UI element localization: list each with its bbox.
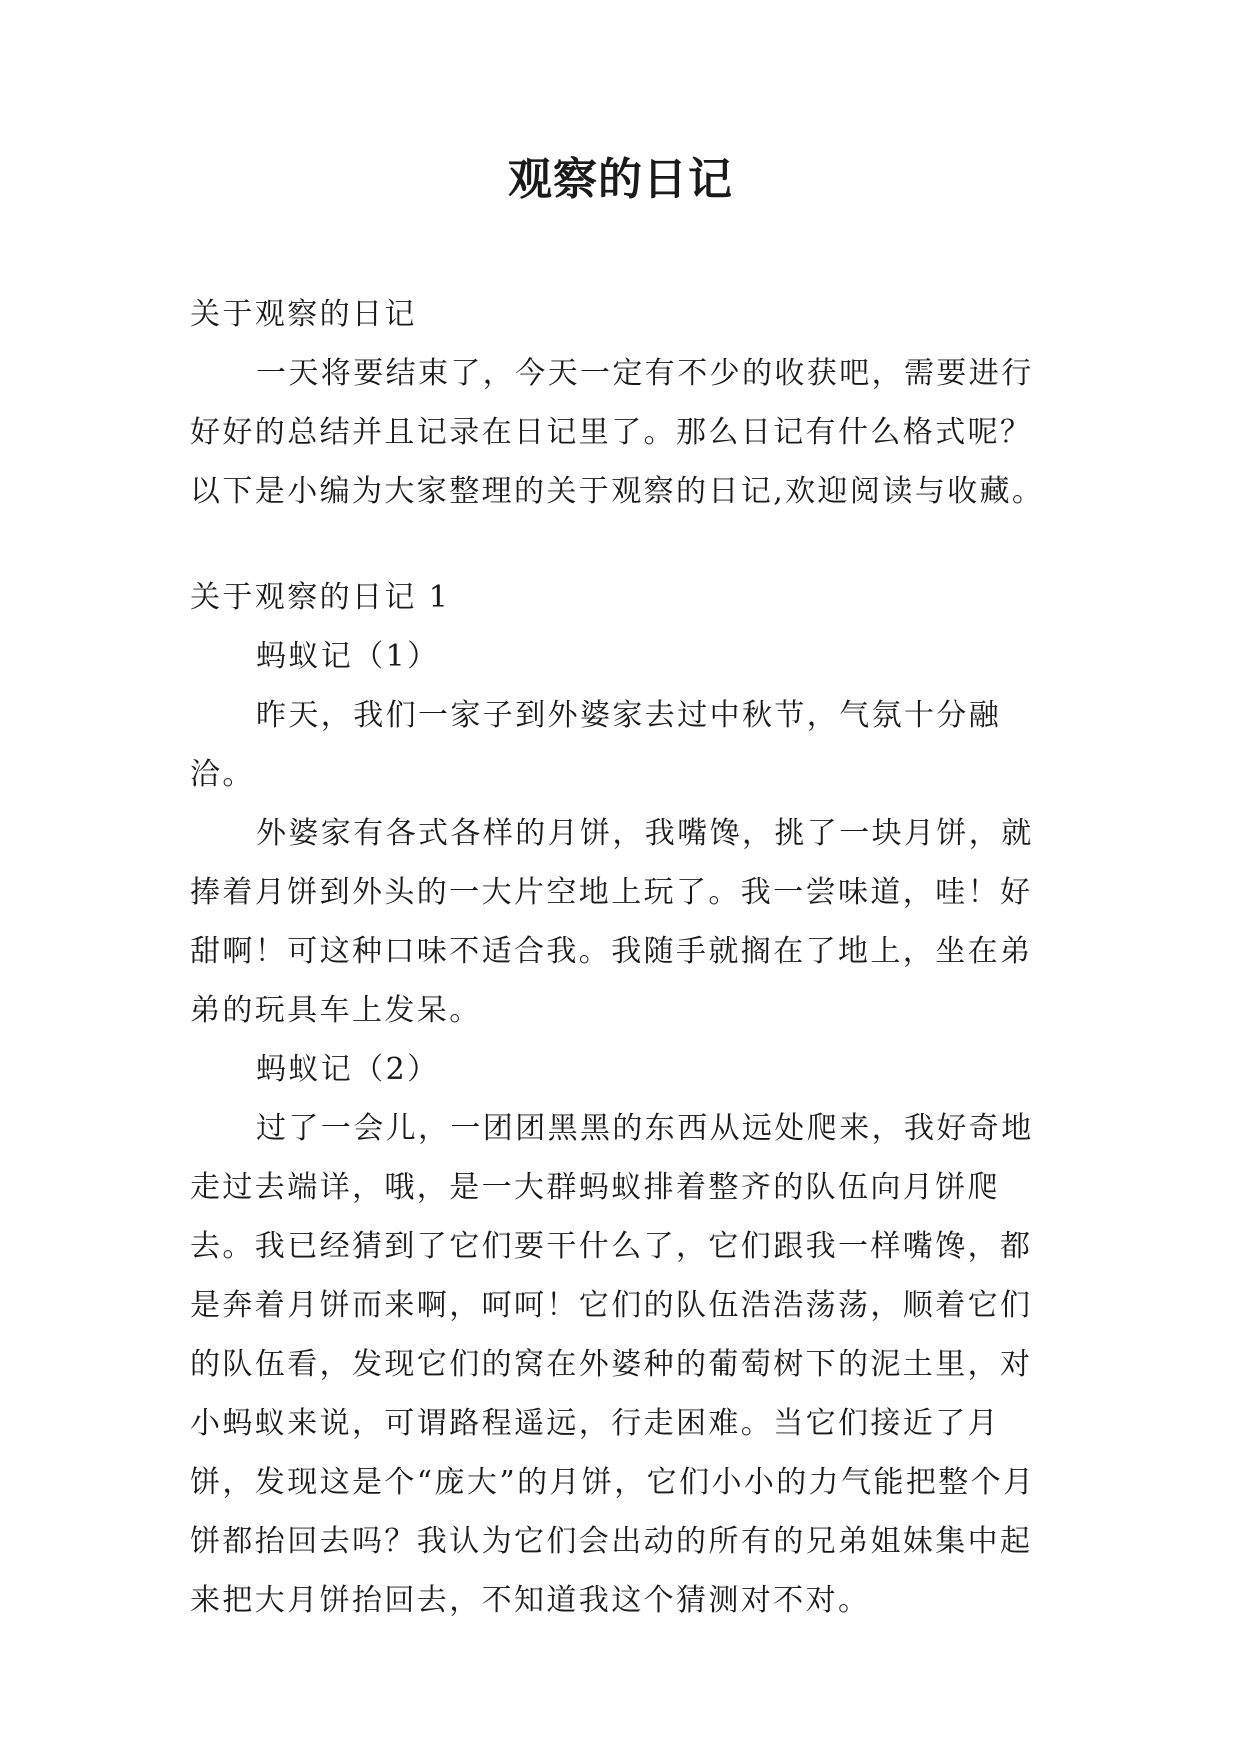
section1-subtitle: 蚂蚁记（1） (256, 639, 440, 674)
section1-paragraph-2: 外婆家有各式各样的月饼，我嘴馋，挑了一块月饼，就捧着月饼到外头的一大片空地上玩了。我一尝味道，哇！好甜啊！可这种口味不适合我。我随手就搁在了地上，坐在弟弟的玩具车上发呆。 (190, 816, 1034, 1028)
section1-paragraph-1: 昨天，我们一家子到外婆家去过中秋节，气氛十分融洽。 (190, 698, 1002, 792)
section-heading: 关于观察的日记 1 (190, 580, 451, 615)
section-spacer (190, 521, 1050, 568)
intro-paragraph: 一天将要结束了，今天一定有不少的收获吧，需要进行好好的总结并且记录在日记里了。那么日记有什么格式呢？以下是小编为大家整理的关于观察的日记,欢迎阅读与收藏。 (190, 356, 1045, 509)
intro-heading: 关于观察的日记 (190, 297, 417, 332)
section2-paragraph-1: 过了一会儿，一团团黑黑的东西从远处爬来，我好奇地走过去端详，哦，是一大群蚂蚁排着整齐的队伍向月饼爬去。我已经猜到了它们要干什么了，它们跟我一样嘴馋，都是奔着月饼而来啊，呵呵！它们的队伍浩浩荡荡，顺着它们的队伍看，发现它们的窝在外婆种的葡萄树下的泥土里，对小蚂蚁来说，可谓路程遥远，行走困难。当它们接近了月饼，发现这是个“庞大”的月饼，它们小小的力气能把整个月饼都抬回去吗？我认为它们会出动的所有的兄弟姐妹集中起来把大月饼抬回去，不知道我这个猜测对不对。 (190, 1111, 1036, 1618)
page-title: 观察的日记 (508, 154, 733, 205)
document-body (190, 285, 1050, 1630)
section2-subtitle: 蚂蚁记（2） (256, 1052, 440, 1087)
